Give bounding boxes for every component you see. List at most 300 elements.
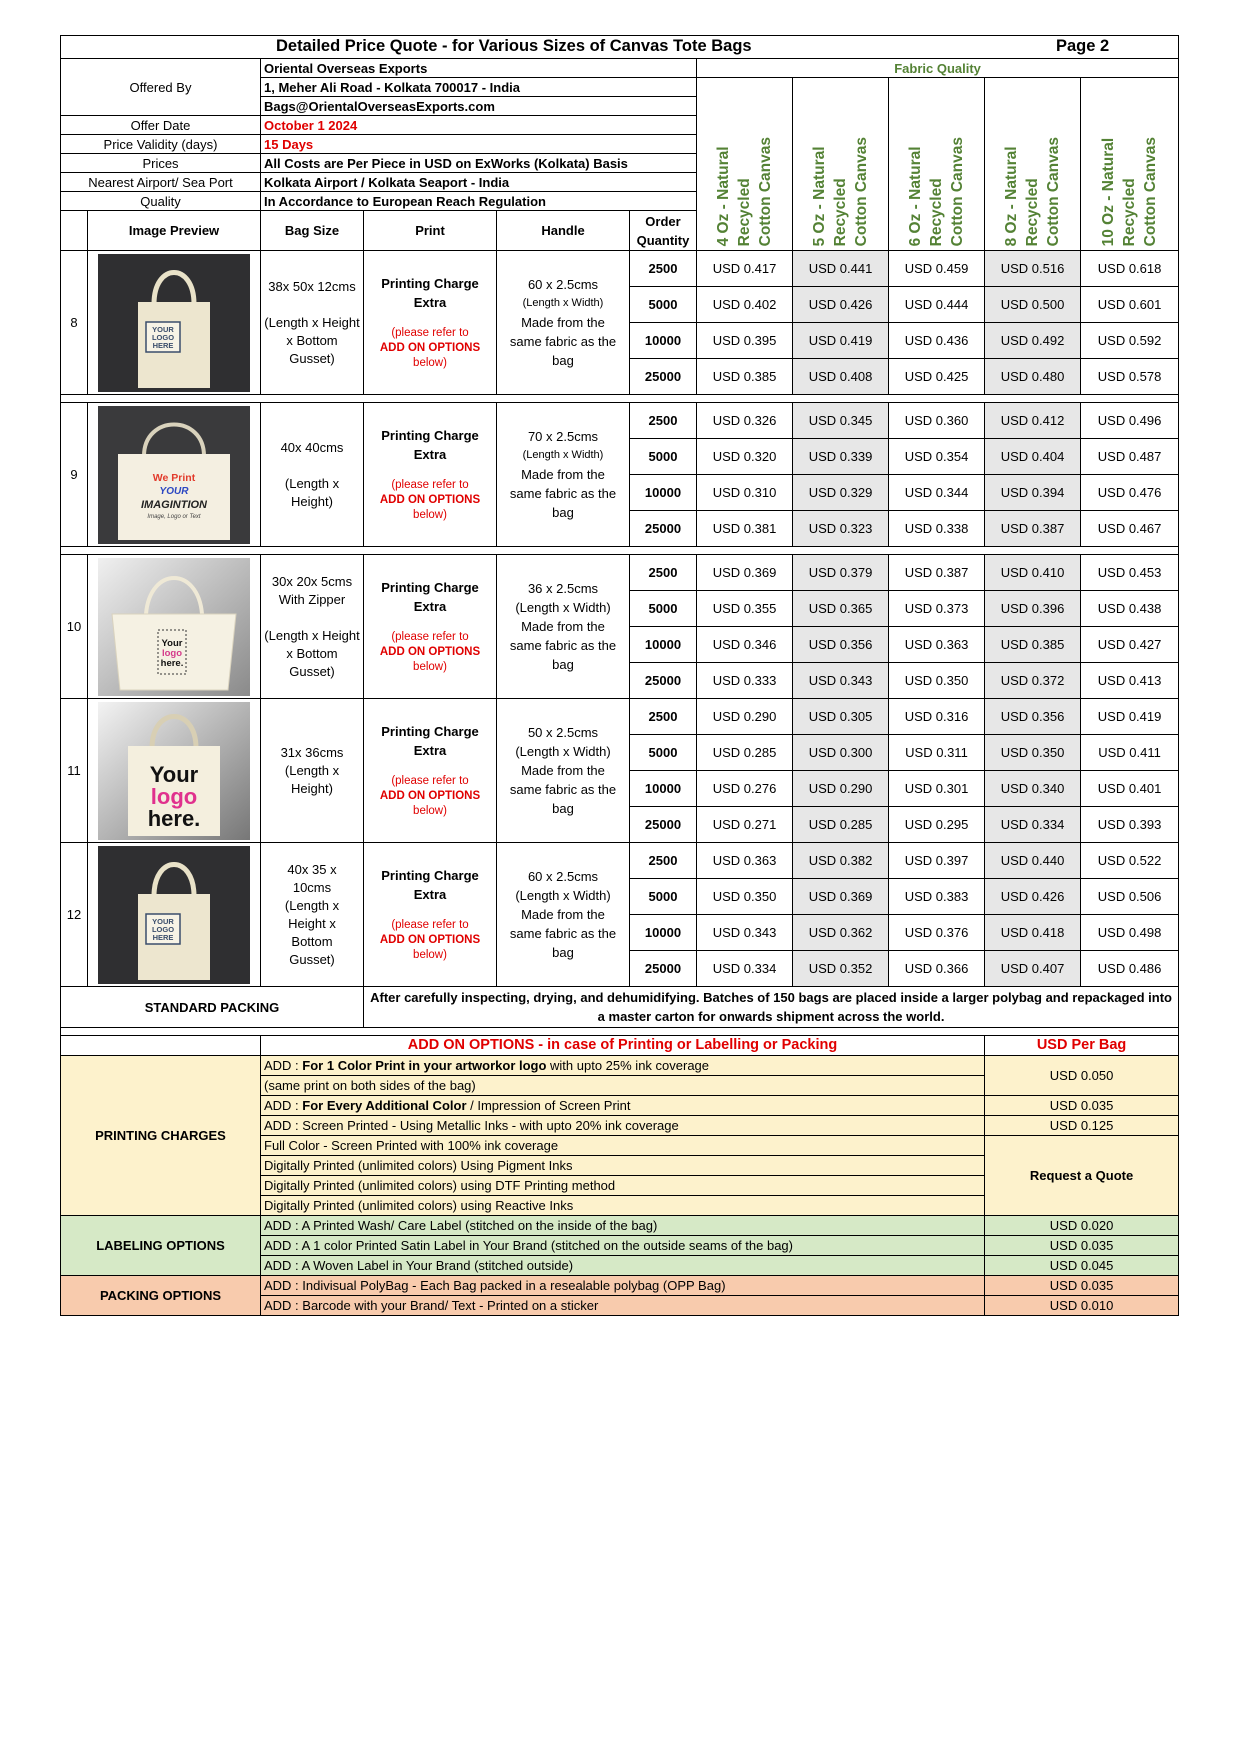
price-cell: USD 0.379 xyxy=(793,555,889,591)
company-address: 1, Meher Ali Road - Kolkata 700017 - India xyxy=(261,78,697,97)
svg-text:here.: here. xyxy=(147,805,201,831)
price-cell: USD 0.394 xyxy=(985,475,1081,511)
print-note-line[interactable]: ADD ON OPTIONS xyxy=(379,646,481,658)
price-cell: USD 0.343 xyxy=(793,663,889,699)
price-cell: USD 0.343 xyxy=(697,915,793,951)
handle-line: bag xyxy=(552,657,574,672)
price-cell: USD 0.355 xyxy=(697,591,793,627)
print-note-line: below) xyxy=(413,949,447,961)
price-cell: USD 0.402 xyxy=(697,287,793,323)
price-cell: USD 0.411 xyxy=(1081,735,1179,771)
fabric-col-8oz: 8 Oz - Natural Recycled Cotton Canvas xyxy=(985,78,1081,251)
handle-line: (Length x Width) xyxy=(522,297,604,309)
print-note-line: (please refer to xyxy=(391,631,469,643)
print-charge-line: Printing Charge xyxy=(381,428,479,443)
size-line: (Length x Height xyxy=(264,627,360,643)
size-line: x Bottom xyxy=(286,332,338,348)
price-cell: USD 0.356 xyxy=(985,699,1081,735)
addon-price: USD 0.035 xyxy=(985,1096,1179,1116)
product-number: 10 xyxy=(61,555,88,699)
price-cell: USD 0.381 xyxy=(697,511,793,547)
product-gap xyxy=(61,395,1179,403)
price-cell: USD 0.387 xyxy=(985,511,1081,547)
price-cell: USD 0.426 xyxy=(793,287,889,323)
price-cell: USD 0.578 xyxy=(1081,359,1179,395)
addon-price: USD 0.035 xyxy=(985,1276,1179,1296)
price-cell: USD 0.326 xyxy=(697,403,793,439)
handle-line: 60 x 2.5cms xyxy=(527,277,599,292)
order-qty-cell: 2500 xyxy=(630,555,697,591)
company-email[interactable]: Bags@OrientalOverseasExports.com xyxy=(261,97,697,116)
price-cell: USD 0.376 xyxy=(889,915,985,951)
print-note-line: below) xyxy=(413,357,447,369)
svg-text:Your: Your xyxy=(149,761,199,787)
price-cell: USD 0.459 xyxy=(889,251,985,287)
handle-line: 70 x 2.5cms xyxy=(527,429,599,444)
bag-size-cell xyxy=(261,699,364,843)
size-line xyxy=(264,457,360,475)
print-cell xyxy=(364,251,497,395)
bag-preview-image xyxy=(98,254,250,392)
page-number: Page 2 xyxy=(1056,37,1110,55)
price-cell: USD 0.285 xyxy=(697,735,793,771)
bag-size-cell xyxy=(261,403,364,547)
price-cell: USD 0.310 xyxy=(697,475,793,511)
price-cell: USD 0.387 xyxy=(889,555,985,591)
page-title: Detailed Price Quote - for Various Sizes of Canvas Tote Bags xyxy=(276,37,752,55)
order-qty-cell: 5000 xyxy=(630,287,697,323)
addon-price: USD 0.045 xyxy=(985,1256,1179,1276)
info-label: Quality xyxy=(61,192,261,211)
price-cell: USD 0.436 xyxy=(889,323,985,359)
quality-value: In Accordance to European Reach Regulation xyxy=(261,192,697,211)
price-cell: USD 0.453 xyxy=(1081,555,1179,591)
price-cell: USD 0.360 xyxy=(889,403,985,439)
price-cell: USD 0.372 xyxy=(985,663,1081,699)
print-note-line[interactable]: ADD ON OPTIONS xyxy=(379,494,481,506)
print-cell xyxy=(364,555,497,699)
fabric-quality-label: Fabric Quality xyxy=(697,59,1179,78)
order-qty-cell: 10000 xyxy=(630,323,697,359)
request-quote: Request a Quote xyxy=(985,1136,1179,1216)
price-cell: USD 0.407 xyxy=(985,951,1081,987)
fabric-col-6oz: 6 Oz - Natural Recycled Cotton Canvas xyxy=(889,78,985,251)
addon-price: USD 0.010 xyxy=(985,1296,1179,1316)
standard-packing-label: STANDARD PACKING xyxy=(61,987,364,1028)
price-cell: USD 0.383 xyxy=(889,879,985,915)
size-line: Height x xyxy=(288,915,336,931)
price-cell: USD 0.285 xyxy=(793,807,889,843)
addon-title: ADD ON OPTIONS - in case of Printing or Labelling or Packing xyxy=(261,1036,985,1056)
col-header-print: Print xyxy=(364,211,497,251)
size-line: Gusset) xyxy=(289,663,335,679)
price-cell: USD 0.492 xyxy=(985,323,1081,359)
print-note-line: (please refer to xyxy=(391,327,469,339)
product-gap xyxy=(61,547,1179,555)
size-line: (Length x xyxy=(284,475,340,491)
size-line: (Length x xyxy=(284,897,340,913)
size-line: 40x 35 x xyxy=(287,861,337,877)
price-cell: USD 0.385 xyxy=(985,627,1081,663)
addon-pack-polybag: ADD : Indivisual PolyBag - Each Bag packed in a resealable polybag (OPP Bag) xyxy=(261,1276,985,1296)
price-cell: USD 0.340 xyxy=(985,771,1081,807)
price-cell: USD 0.426 xyxy=(985,879,1081,915)
handle-line: bag xyxy=(552,945,574,960)
order-qty-cell: 2500 xyxy=(630,403,697,439)
col-header-size: Bag Size xyxy=(261,211,364,251)
handle-line: Made from the xyxy=(521,315,605,330)
addon-title-blank xyxy=(61,1036,261,1056)
print-charge-line: Printing Charge xyxy=(381,724,479,739)
svg-text:Your: Your xyxy=(161,637,183,649)
svg-text:YOURLOGOHERE: YOUR LOGO HERE xyxy=(151,324,175,350)
price-cell: USD 0.301 xyxy=(889,771,985,807)
print-charge-line: Printing Charge xyxy=(381,276,479,291)
handle-line: (Length x Width) xyxy=(515,744,611,759)
svg-text:We Print: We Print xyxy=(152,471,196,484)
info-label: Offer Date xyxy=(61,116,261,135)
fabric-col-5oz: 5 Oz - Natural Recycled Cotton Canvas xyxy=(793,78,889,251)
order-qty-cell: 5000 xyxy=(630,439,697,475)
addon-price: USD 0.125 xyxy=(985,1116,1179,1136)
addon-print-fullcolor: Full Color - Screen Printed with 100% ink coverage xyxy=(261,1136,985,1156)
price-cell: USD 0.404 xyxy=(985,439,1081,475)
price-cell: USD 0.438 xyxy=(1081,591,1179,627)
price-cell: USD 0.592 xyxy=(1081,323,1179,359)
addon-pack-barcode: ADD : Barcode with your Brand/ Text - Printed on a sticker xyxy=(261,1296,985,1316)
bag-preview-image xyxy=(98,702,250,840)
price-cell: USD 0.338 xyxy=(889,511,985,547)
image-preview-cell xyxy=(88,403,261,547)
standard-packing-text: After carefully inspecting, drying, and dehumidifying. Batches of 150 bags are placed inside a larger polybag and repackaged into a master carton for onwards shipment across the world. xyxy=(364,987,1179,1028)
order-qty-cell: 10000 xyxy=(630,627,697,663)
price-cell: USD 0.417 xyxy=(697,251,793,287)
price-cell: USD 0.467 xyxy=(1081,511,1179,547)
price-cell: USD 0.397 xyxy=(889,843,985,879)
price-cell: USD 0.344 xyxy=(889,475,985,511)
handle-line: 50 x 2.5cms xyxy=(527,725,599,740)
price-cell: USD 0.408 xyxy=(793,359,889,395)
size-line: Gusset) xyxy=(289,951,335,967)
price-cell: USD 0.329 xyxy=(793,475,889,511)
handle-line: same fabric as the xyxy=(509,638,617,653)
col-header-handle: Handle xyxy=(497,211,630,251)
price-cell: USD 0.305 xyxy=(793,699,889,735)
image-preview-cell xyxy=(88,843,261,987)
price-cell: USD 0.320 xyxy=(697,439,793,475)
price-cell: USD 0.412 xyxy=(985,403,1081,439)
svg-text:YOUR: YOUR xyxy=(159,485,189,497)
price-cell: USD 0.418 xyxy=(985,915,1081,951)
print-charge-line: Printing Charge xyxy=(381,868,479,883)
price-cell: USD 0.444 xyxy=(889,287,985,323)
addon-label-woven: ADD : A Woven Label in Your Brand (stitched outside) xyxy=(261,1256,985,1276)
price-cell: USD 0.618 xyxy=(1081,251,1179,287)
print-note-line: below) xyxy=(413,509,447,521)
addon-label-wash: ADD : A Printed Wash/ Care Label (stitched on the inside of the bag) xyxy=(261,1216,985,1236)
price-cell: USD 0.290 xyxy=(793,771,889,807)
addon-print-1color: ADD : For 1 Color Print in your artworkor logo with upto 25% ink coverage xyxy=(261,1056,985,1076)
handle-cell xyxy=(497,699,630,843)
print-note-line: (please refer to xyxy=(391,919,469,931)
addon-print-metallic: ADD : Screen Printed - Using Metallic Inks - with upto 20% ink coverage xyxy=(261,1116,985,1136)
image-preview-cell xyxy=(88,251,261,395)
handle-line: Made from the xyxy=(521,467,605,482)
price-cell: USD 0.271 xyxy=(697,807,793,843)
col-header-no xyxy=(61,211,88,251)
handle-line: Made from the xyxy=(521,763,605,778)
order-qty-cell: 2500 xyxy=(630,699,697,735)
price-cell: USD 0.601 xyxy=(1081,287,1179,323)
price-cell: USD 0.350 xyxy=(985,735,1081,771)
svg-text:YOURLOGOHERE: YOUR LOGO HERE xyxy=(151,916,175,942)
print-charge-line: Extra xyxy=(413,743,447,758)
handle-line: same fabric as the xyxy=(509,486,617,501)
price-cell: USD 0.425 xyxy=(889,359,985,395)
print-note-line: below) xyxy=(413,661,447,673)
price-cell: USD 0.410 xyxy=(985,555,1081,591)
print-cell xyxy=(364,403,497,547)
order-qty-cell: 5000 xyxy=(630,591,697,627)
print-note-line: (please refer to xyxy=(391,479,469,491)
validity-value: 15 Days xyxy=(261,135,697,154)
price-cell: USD 0.441 xyxy=(793,251,889,287)
price-cell: USD 0.506 xyxy=(1081,879,1179,915)
size-line: (Length x xyxy=(284,762,340,778)
addon-price-header: USD Per Bag xyxy=(985,1036,1179,1056)
col-header-image: Image Preview xyxy=(88,211,261,251)
order-qty-cell: 25000 xyxy=(630,951,697,987)
price-cell: USD 0.413 xyxy=(1081,663,1179,699)
order-qty-cell: 25000 xyxy=(630,511,697,547)
product-number: 11 xyxy=(61,699,88,843)
product-number: 9 xyxy=(61,403,88,547)
handle-line: (Length x Width) xyxy=(515,888,611,903)
price-cell: USD 0.487 xyxy=(1081,439,1179,475)
price-cell: USD 0.276 xyxy=(697,771,793,807)
section-gap xyxy=(61,1028,1179,1036)
size-line: With Zipper xyxy=(278,591,346,607)
handle-line: same fabric as the xyxy=(509,334,617,349)
svg-text:here.: here. xyxy=(160,657,184,669)
price-cell: USD 0.382 xyxy=(793,843,889,879)
print-charge-line: Extra xyxy=(413,447,447,462)
price-cell: USD 0.396 xyxy=(985,591,1081,627)
price-cell: USD 0.346 xyxy=(697,627,793,663)
size-line xyxy=(264,296,360,314)
order-qty-cell: 5000 xyxy=(630,879,697,915)
handle-line: bag xyxy=(552,353,574,368)
price-cell: USD 0.323 xyxy=(793,511,889,547)
order-qty-cell: 5000 xyxy=(630,735,697,771)
order-qty-cell: 25000 xyxy=(630,359,697,395)
price-cell: USD 0.427 xyxy=(1081,627,1179,663)
addon-print-dtf: Digitally Printed (unlimited colors) using DTF Printing method xyxy=(261,1176,985,1196)
price-cell: USD 0.419 xyxy=(1081,699,1179,735)
addon-print-reactive: Digitally Printed (unlimited colors) using Reactive Inks xyxy=(261,1196,985,1216)
handle-line: 60 x 2.5cms xyxy=(527,869,599,884)
packing-options-label: PACKING OPTIONS xyxy=(61,1276,261,1316)
size-line: 38x 50x 12cms xyxy=(268,278,356,294)
product-number: 12 xyxy=(61,843,88,987)
print-note-line[interactable]: ADD ON OPTIONS xyxy=(379,934,481,946)
price-cell: USD 0.498 xyxy=(1081,915,1179,951)
order-qty-cell: 25000 xyxy=(630,663,697,699)
image-preview-cell xyxy=(88,699,261,843)
size-line: Bottom xyxy=(291,933,333,949)
addon-price: USD 0.020 xyxy=(985,1216,1179,1236)
size-line: (Length x Height xyxy=(264,314,360,330)
size-line: 10cms xyxy=(292,879,332,895)
print-charge-line: Extra xyxy=(413,887,447,902)
size-line: 30x 20x 5cms xyxy=(271,573,353,589)
size-line: x Bottom xyxy=(286,645,338,661)
price-cell: USD 0.350 xyxy=(889,663,985,699)
size-line: Gusset) xyxy=(289,350,335,366)
price-cell: USD 0.373 xyxy=(889,591,985,627)
price-cell: USD 0.316 xyxy=(889,699,985,735)
labeling-options-label: LABELING OPTIONS xyxy=(61,1216,261,1276)
col-header-qty: Order Quantity xyxy=(630,211,697,251)
price-cell: USD 0.290 xyxy=(697,699,793,735)
print-note-line[interactable]: ADD ON OPTIONS xyxy=(379,790,481,802)
price-cell: USD 0.333 xyxy=(697,663,793,699)
price-cell: USD 0.356 xyxy=(793,627,889,663)
size-line: Height) xyxy=(291,780,333,796)
print-cell xyxy=(364,699,497,843)
quote-table xyxy=(60,35,1179,1316)
addon-price: USD 0.035 xyxy=(985,1236,1179,1256)
price-cell: USD 0.363 xyxy=(889,627,985,663)
price-quote-sheet xyxy=(60,35,1178,1316)
price-cell: USD 0.476 xyxy=(1081,475,1179,511)
price-cell: USD 0.366 xyxy=(889,951,985,987)
svg-text:IMAGINTION: IMAGINTION xyxy=(141,498,207,511)
bag-size-cell xyxy=(261,843,364,987)
handle-line: (Length x Width) xyxy=(515,600,611,615)
info-label: Nearest Airport/ Sea Port xyxy=(61,173,261,192)
handle-line: bag xyxy=(552,801,574,816)
print-note-line: below) xyxy=(413,805,447,817)
order-qty-cell: 10000 xyxy=(630,771,697,807)
price-cell: USD 0.362 xyxy=(793,915,889,951)
price-cell: USD 0.354 xyxy=(889,439,985,475)
info-label: Prices xyxy=(61,154,261,173)
handle-line: (Length x Width) xyxy=(522,449,604,461)
price-cell: USD 0.369 xyxy=(793,879,889,915)
addon-print-additional-color: ADD : For Every Additional Color / Impression of Screen Print xyxy=(261,1096,985,1116)
print-cell xyxy=(364,843,497,987)
price-cell: USD 0.334 xyxy=(697,951,793,987)
bag-preview-image xyxy=(98,406,250,544)
order-qty-cell: 10000 xyxy=(630,475,697,511)
bag-preview-image xyxy=(98,846,250,984)
price-cell: USD 0.350 xyxy=(697,879,793,915)
price-cell: USD 0.300 xyxy=(793,735,889,771)
printing-charges-label: PRINTING CHARGES xyxy=(61,1056,261,1216)
price-cell: USD 0.345 xyxy=(793,403,889,439)
price-cell: USD 0.440 xyxy=(985,843,1081,879)
print-charge-line: Printing Charge xyxy=(381,580,479,595)
offer-date-value: October 1 2024 xyxy=(261,116,697,135)
order-qty-cell: 10000 xyxy=(630,915,697,951)
price-cell: USD 0.393 xyxy=(1081,807,1179,843)
addon-print-pigment: Digitally Printed (unlimited colors) Using Pigment Inks xyxy=(261,1156,985,1176)
handle-line: 36 x 2.5cms xyxy=(527,581,599,596)
info-label: Price Validity (days) xyxy=(61,135,261,154)
handle-line: Made from the xyxy=(521,619,605,634)
svg-text:logo: logo xyxy=(150,783,198,809)
handle-line: same fabric as the xyxy=(509,926,617,941)
company-name: Oriental Overseas Exports xyxy=(261,59,697,78)
price-cell: USD 0.516 xyxy=(985,251,1081,287)
svg-text:logo: logo xyxy=(161,647,183,659)
price-cell: USD 0.369 xyxy=(697,555,793,591)
order-qty-cell: 25000 xyxy=(630,807,697,843)
price-cell: USD 0.311 xyxy=(889,735,985,771)
bag-preview-image xyxy=(98,558,250,696)
print-charge-line: Extra xyxy=(413,599,447,614)
price-cell: USD 0.352 xyxy=(793,951,889,987)
handle-line: same fabric as the xyxy=(509,782,617,797)
size-line: Height) xyxy=(291,493,333,509)
offered-by-label: Offered By xyxy=(61,59,261,116)
price-cell: USD 0.522 xyxy=(1081,843,1179,879)
print-charge-line: Extra xyxy=(413,295,447,310)
price-cell: USD 0.419 xyxy=(793,323,889,359)
price-cell: USD 0.334 xyxy=(985,807,1081,843)
fabric-col-10oz: 10 Oz - Natural Recycled Cotton Canvas xyxy=(1081,78,1179,251)
addon-label-satin: ADD : A 1 color Printed Satin Label in Your Brand (stitched on the outside seams of the bag) xyxy=(261,1236,985,1256)
price-cell: USD 0.500 xyxy=(985,287,1081,323)
price-cell: USD 0.401 xyxy=(1081,771,1179,807)
bag-size-cell xyxy=(261,251,364,395)
addon-price: USD 0.050 xyxy=(985,1056,1179,1096)
price-cell: USD 0.365 xyxy=(793,591,889,627)
handle-line: bag xyxy=(552,505,574,520)
price-cell: USD 0.339 xyxy=(793,439,889,475)
addon-print-1color-note: (same print on both sides of the bag) xyxy=(261,1076,985,1096)
print-note-line: (please refer to xyxy=(391,775,469,787)
price-cell: USD 0.363 xyxy=(697,843,793,879)
handle-cell xyxy=(497,403,630,547)
price-cell: USD 0.480 xyxy=(985,359,1081,395)
fabric-col-4oz: 4 Oz - Natural Recycled Cotton Canvas xyxy=(697,78,793,251)
print-note-line[interactable]: ADD ON OPTIONS xyxy=(379,342,481,354)
price-cell: USD 0.486 xyxy=(1081,951,1179,987)
order-qty-cell: 2500 xyxy=(630,251,697,287)
prices-value: All Costs are Per Piece in USD on ExWorks (Kolkata) Basis xyxy=(261,154,697,173)
bag-size-cell xyxy=(261,555,364,699)
size-line xyxy=(264,609,360,627)
size-line: 31x 36cms xyxy=(280,744,344,760)
product-number: 8 xyxy=(61,251,88,395)
price-cell: USD 0.395 xyxy=(697,323,793,359)
size-line: 40x 40cms xyxy=(280,439,344,455)
port-value: Kolkata Airport / Kolkata Seaport - India xyxy=(261,173,697,192)
handle-line: Made from the xyxy=(521,907,605,922)
price-cell: USD 0.385 xyxy=(697,359,793,395)
handle-cell xyxy=(497,251,630,395)
svg-text:Image, Logo or Text: Image, Logo or Text xyxy=(147,513,201,520)
handle-cell xyxy=(497,843,630,987)
price-cell: USD 0.496 xyxy=(1081,403,1179,439)
price-cell: USD 0.295 xyxy=(889,807,985,843)
order-qty-cell: 2500 xyxy=(630,843,697,879)
handle-cell xyxy=(497,555,630,699)
title-bar xyxy=(61,36,1179,59)
image-preview-cell xyxy=(88,555,261,699)
